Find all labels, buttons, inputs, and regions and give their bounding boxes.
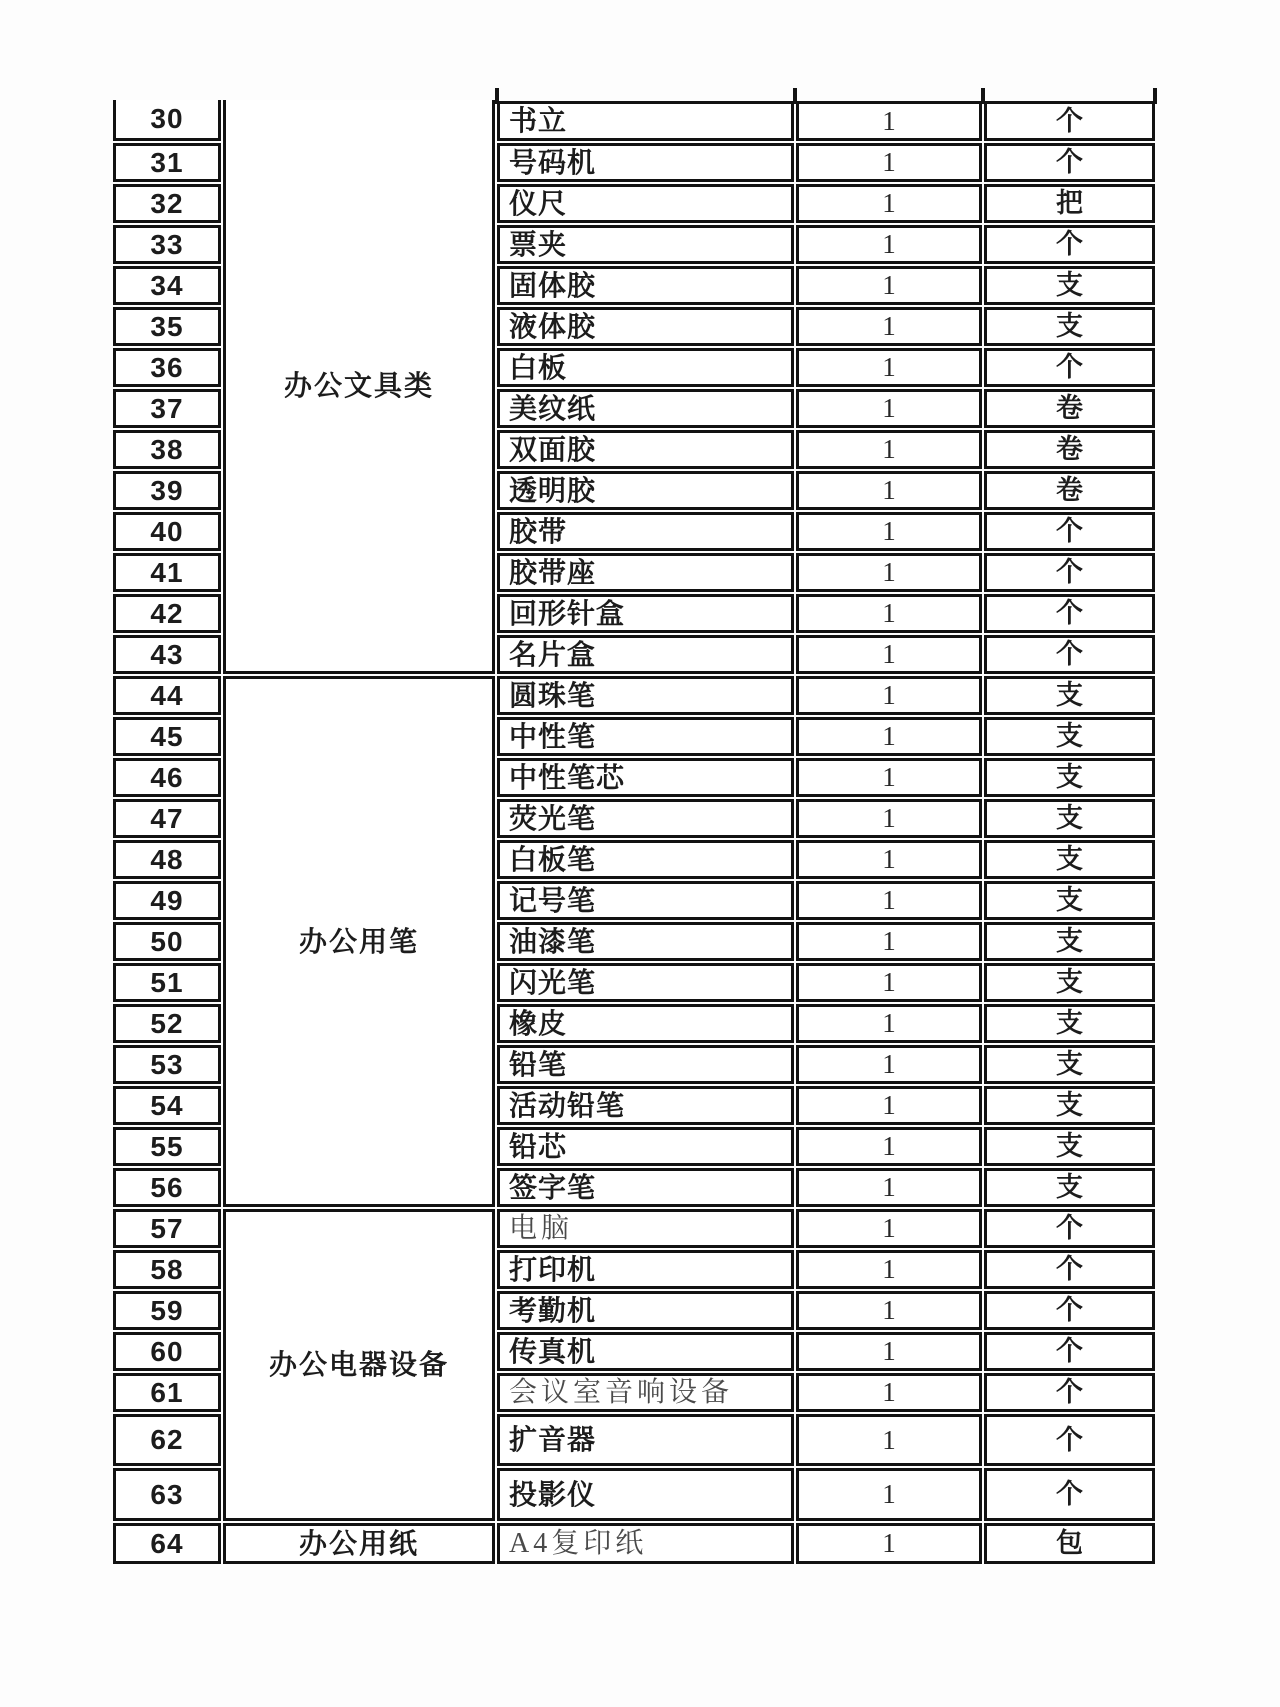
unit-cell: 个: [984, 143, 1155, 182]
row-number-cell: 44: [113, 676, 221, 715]
unit-cell: 支: [984, 717, 1155, 756]
quantity-cell: 1: [796, 758, 982, 797]
quantity-cell: 1: [796, 1168, 982, 1207]
item-name-cell: A4复印纸: [497, 1523, 794, 1564]
unit-cell: 个: [984, 1332, 1155, 1371]
category-cell: 办公文具类: [223, 100, 495, 674]
row-number-cell: 59: [113, 1291, 221, 1330]
row-number-cell: 54: [113, 1086, 221, 1125]
quantity-cell: 1: [796, 471, 982, 510]
quantity-cell: 1: [796, 101, 982, 141]
quantity-cell: 1: [796, 389, 982, 428]
item-name-cell: 白板笔: [497, 840, 794, 879]
unit-cell: 个: [984, 512, 1155, 551]
row-number-cell: 48: [113, 840, 221, 879]
item-name-cell: 胶带: [497, 512, 794, 551]
row-number-cell: 43: [113, 635, 221, 674]
row-number-cell: 49: [113, 881, 221, 920]
item-name-cell: 仪尺: [497, 184, 794, 223]
row-number-cell: 51: [113, 963, 221, 1002]
quantity-cell: 1: [796, 676, 982, 715]
unit-cell: 卷: [984, 430, 1155, 469]
row-number-cell: 37: [113, 389, 221, 428]
quantity-cell: 1: [796, 553, 982, 592]
item-name-cell: 书立: [497, 101, 794, 141]
item-name-cell: 投影仪: [497, 1468, 794, 1521]
row-number-cell: 58: [113, 1250, 221, 1289]
row-number-cell: 62: [113, 1414, 221, 1466]
category-cell: 办公用笔: [223, 676, 495, 1207]
unit-cell: 支: [984, 963, 1155, 1002]
row-number-cell: 33: [113, 225, 221, 264]
unit-cell: 个: [984, 1250, 1155, 1289]
row-number-cell: 52: [113, 1004, 221, 1043]
unit-cell: 支: [984, 676, 1155, 715]
quantity-cell: 1: [796, 512, 982, 551]
item-name-cell: 传真机: [497, 1332, 794, 1371]
quantity-cell: 1: [796, 1209, 982, 1248]
row-number-cell: 41: [113, 553, 221, 592]
row-number-cell: 34: [113, 266, 221, 305]
unit-cell: 个: [984, 1414, 1155, 1466]
row-number-cell: 31: [113, 143, 221, 182]
item-name-cell: 橡皮: [497, 1004, 794, 1043]
row-number-cell: 45: [113, 717, 221, 756]
item-name-cell: 白板: [497, 348, 794, 387]
row-number-cell: 35: [113, 307, 221, 346]
item-name-cell: 考勤机: [497, 1291, 794, 1330]
item-name-cell: 液体胶: [497, 307, 794, 346]
row-number-cell: 32: [113, 184, 221, 223]
quantity-cell: 1: [796, 1004, 982, 1043]
row-number-cell: 55: [113, 1127, 221, 1166]
item-name-cell: 铅芯: [497, 1127, 794, 1166]
item-name-cell: 透明胶: [497, 471, 794, 510]
quantity-cell: 1: [796, 1468, 982, 1521]
item-name-cell: 扩音器: [497, 1414, 794, 1466]
item-name-cell: 荧光笔: [497, 799, 794, 838]
quantity-cell: 1: [796, 307, 982, 346]
item-name-cell: 固体胶: [497, 266, 794, 305]
row-number-cell: 63: [113, 1468, 221, 1521]
row-number-cell: 38: [113, 430, 221, 469]
row-number-cell: 60: [113, 1332, 221, 1371]
unit-cell: 支: [984, 1168, 1155, 1207]
row-number-cell: 56: [113, 1168, 221, 1207]
row-number-cell: 36: [113, 348, 221, 387]
quantity-cell: 1: [796, 1414, 982, 1466]
quantity-cell: 1: [796, 1086, 982, 1125]
unit-cell: 包: [984, 1523, 1155, 1564]
quantity-cell: 1: [796, 799, 982, 838]
unit-cell: 支: [984, 266, 1155, 305]
quantity-cell: 1: [796, 922, 982, 961]
unit-cell: 个: [984, 225, 1155, 264]
item-name-cell: 名片盒: [497, 635, 794, 674]
unit-cell: 个: [984, 594, 1155, 633]
item-name-cell: 胶带座: [497, 553, 794, 592]
row-number-cell: 50: [113, 922, 221, 961]
item-name-cell: 号码机: [497, 143, 794, 182]
unit-cell: 个: [984, 1468, 1155, 1521]
item-name-cell: 中性笔芯: [497, 758, 794, 797]
unit-cell: 支: [984, 307, 1155, 346]
unit-cell: 个: [984, 1209, 1155, 1248]
quantity-cell: 1: [796, 1045, 982, 1084]
unit-cell: 个: [984, 101, 1155, 141]
unit-cell: 支: [984, 1045, 1155, 1084]
quantity-cell: 1: [796, 1332, 982, 1371]
row-number-cell: 61: [113, 1373, 221, 1412]
item-name-cell: 活动铅笔: [497, 1086, 794, 1125]
quantity-cell: 1: [796, 594, 982, 633]
row-number-cell: 47: [113, 799, 221, 838]
item-name-cell: 油漆笔: [497, 922, 794, 961]
quantity-cell: 1: [796, 635, 982, 674]
unit-cell: 把: [984, 184, 1155, 223]
quantity-cell: 1: [796, 1250, 982, 1289]
quantity-cell: 1: [796, 430, 982, 469]
row-number-cell: 39: [113, 471, 221, 510]
quantity-cell: 1: [796, 1127, 982, 1166]
unit-cell: 卷: [984, 471, 1155, 510]
row-number-cell: 30: [113, 100, 221, 141]
item-name-cell: 铅笔: [497, 1045, 794, 1084]
row-number-cell: 64: [113, 1523, 221, 1564]
category-cell: 办公电器设备: [223, 1209, 495, 1521]
item-name-cell: 闪光笔: [497, 963, 794, 1002]
row-number-cell: 40: [113, 512, 221, 551]
row-number-cell: 42: [113, 594, 221, 633]
quantity-cell: 1: [796, 143, 982, 182]
category-cell: 办公用纸: [223, 1523, 495, 1564]
unit-cell: 支: [984, 1127, 1155, 1166]
quantity-cell: 1: [796, 963, 982, 1002]
unit-cell: 支: [984, 758, 1155, 797]
item-name-cell: 圆珠笔: [497, 676, 794, 715]
unit-cell: 个: [984, 635, 1155, 674]
unit-cell: 个: [984, 348, 1155, 387]
inventory-table: [112, 100, 1156, 1565]
item-name-cell: 记号笔: [497, 881, 794, 920]
quantity-cell: 1: [796, 266, 982, 305]
row-number-cell: 53: [113, 1045, 221, 1084]
unit-cell: 支: [984, 1004, 1155, 1043]
unit-cell: 支: [984, 840, 1155, 879]
item-name-cell: 会议室音响设备: [497, 1373, 794, 1412]
item-name-cell: 美纹纸: [497, 389, 794, 428]
quantity-cell: 1: [796, 840, 982, 879]
unit-cell: 个: [984, 1291, 1155, 1330]
quantity-cell: 1: [796, 1523, 982, 1564]
item-name-cell: 中性笔: [497, 717, 794, 756]
unit-cell: 支: [984, 881, 1155, 920]
unit-cell: 个: [984, 1373, 1155, 1412]
quantity-cell: 1: [796, 184, 982, 223]
unit-cell: 个: [984, 553, 1155, 592]
item-name-cell: 双面胶: [497, 430, 794, 469]
item-name-cell: 回形针盒: [497, 594, 794, 633]
quantity-cell: 1: [796, 348, 982, 387]
unit-cell: 支: [984, 1086, 1155, 1125]
row-number-cell: 57: [113, 1209, 221, 1248]
row-number-cell: 46: [113, 758, 221, 797]
unit-cell: 支: [984, 799, 1155, 838]
quantity-cell: 1: [796, 1291, 982, 1330]
quantity-cell: 1: [796, 1373, 982, 1412]
quantity-cell: 1: [796, 717, 982, 756]
quantity-cell: 1: [796, 881, 982, 920]
unit-cell: 支: [984, 922, 1155, 961]
item-name-cell: 票夹: [497, 225, 794, 264]
item-name-cell: 签字笔: [497, 1168, 794, 1207]
quantity-cell: 1: [796, 225, 982, 264]
unit-cell: 卷: [984, 389, 1155, 428]
item-name-cell: 电脑: [497, 1209, 794, 1248]
item-name-cell: 打印机: [497, 1250, 794, 1289]
